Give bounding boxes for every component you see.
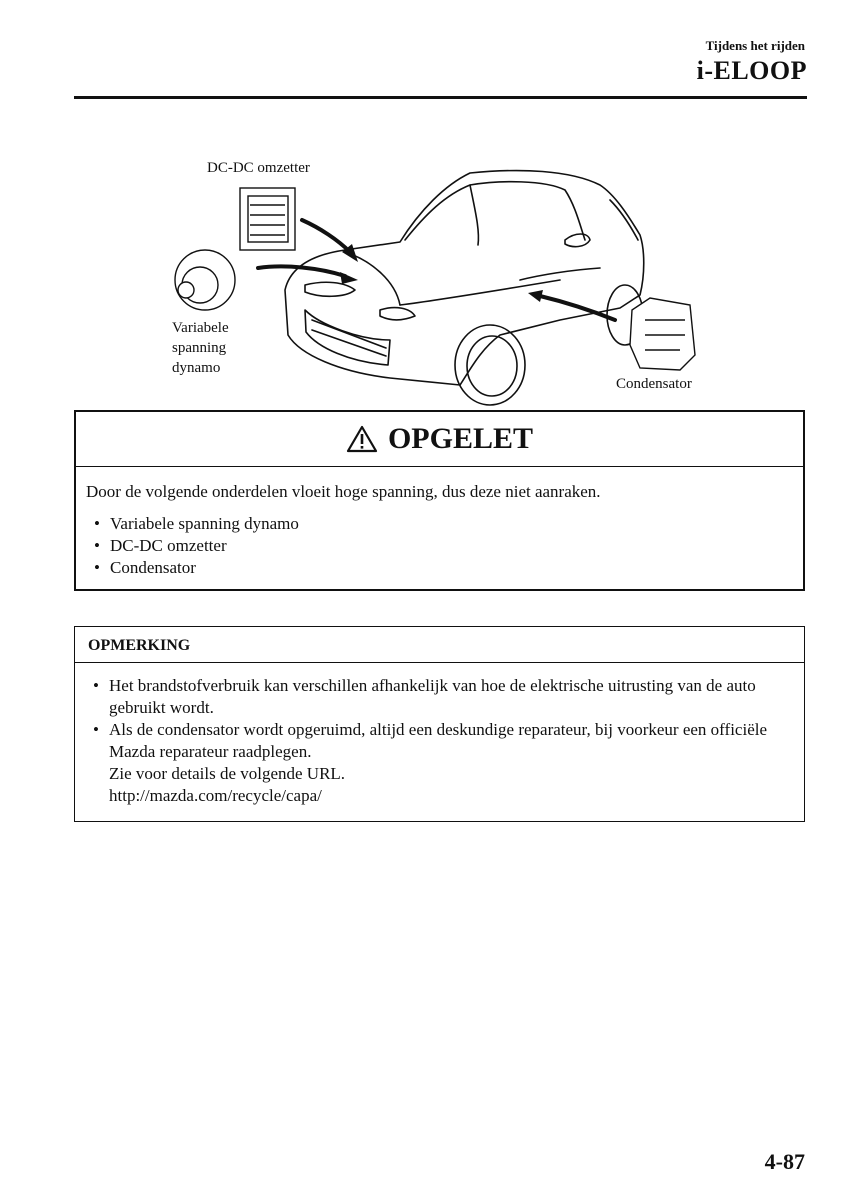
bullet-icon: • bbox=[93, 676, 99, 695]
caution-body bbox=[76, 467, 803, 579]
note-url-intro: Zie voor details de volgende URL. bbox=[109, 764, 346, 783]
list-item bbox=[85, 675, 794, 719]
caution-box bbox=[74, 410, 805, 591]
note-list bbox=[85, 675, 794, 807]
car-drawing bbox=[0, 140, 845, 410]
list-item-text: DC-DC omzetter bbox=[110, 536, 227, 555]
list-item bbox=[85, 719, 794, 807]
note-title: OPMERKING bbox=[75, 627, 804, 663]
dynamo-label-line: spanning bbox=[172, 340, 227, 356]
recycle-url: http://mazda.com/recycle/capa/ bbox=[109, 786, 322, 805]
caution-header bbox=[76, 412, 803, 467]
list-item-text: Variabele spanning dynamo bbox=[110, 514, 299, 533]
dynamo-label-line: dynamo bbox=[172, 360, 221, 376]
warning-triangle-icon bbox=[346, 425, 378, 453]
condensator-label: Condensator bbox=[616, 376, 692, 392]
list-item bbox=[86, 535, 793, 557]
bullet-icon: • bbox=[94, 536, 100, 555]
condensator-part bbox=[630, 298, 695, 370]
list-item-text: Condensator bbox=[110, 558, 196, 577]
bullet-icon: • bbox=[93, 720, 99, 739]
dcdc-label: DC-DC omzetter bbox=[207, 160, 310, 176]
note-box bbox=[74, 626, 805, 822]
caution-intro: Door de volgende onderdelen vloeit hoge spanning, dus deze niet aanraken. bbox=[86, 482, 601, 501]
list-item bbox=[86, 513, 793, 535]
page-title: i-ELOOP bbox=[696, 56, 807, 85]
list-item-text: Het brandstofverbruik kan verschillen afhankelijk van hoe de elektrische uitrusting van de auto gebruikt wordt. bbox=[109, 676, 756, 717]
caution-title: OPGELET bbox=[387, 422, 534, 455]
list-item bbox=[86, 557, 793, 579]
dcdc-converter-part bbox=[240, 188, 295, 250]
header-rule bbox=[74, 96, 807, 99]
car-illustration bbox=[0, 140, 845, 410]
dynamo-label bbox=[172, 318, 229, 378]
list-item-text: Als de condensator wordt opgeruimd, altijd een deskundige reparateur, bij voorkeur een officiële Mazda reparateur raadplegen. bbox=[109, 720, 768, 761]
dynamo-label-line: Variabele bbox=[172, 320, 229, 336]
section-label: Tijdens het rijden bbox=[705, 38, 805, 53]
page-number: 4-87 bbox=[764, 1149, 805, 1174]
bullet-icon: • bbox=[94, 558, 100, 577]
note-body bbox=[75, 663, 804, 807]
dynamo-part bbox=[175, 250, 235, 310]
caution-list bbox=[86, 513, 793, 579]
bullet-icon: • bbox=[94, 514, 100, 533]
